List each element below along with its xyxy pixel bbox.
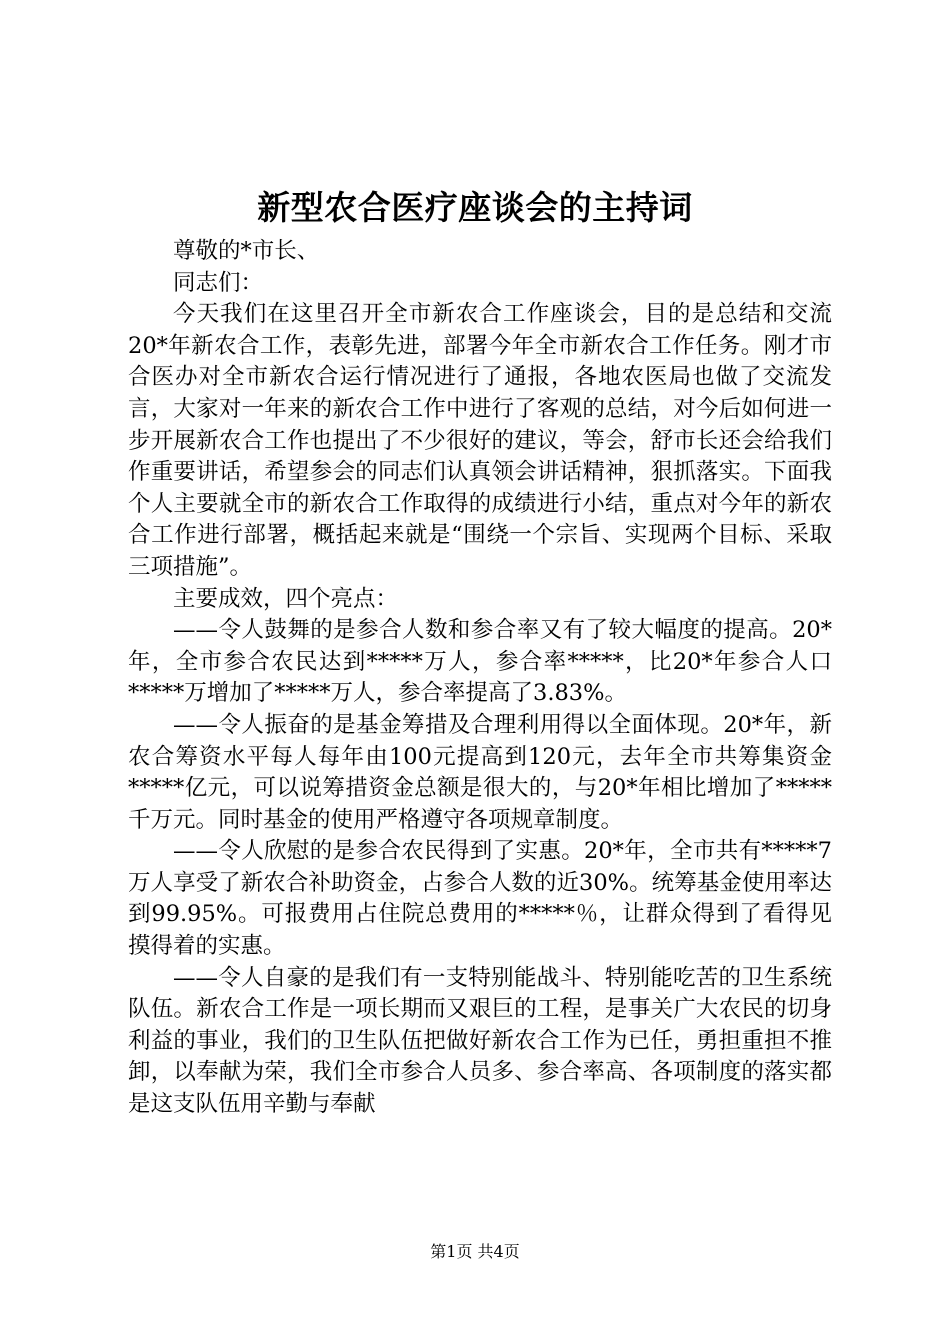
salutation-line: 尊敬的*市长、 xyxy=(173,238,320,264)
salutation-line: 同志们： xyxy=(173,269,264,296)
section-heading: 主要成效，四个亮点： xyxy=(173,585,399,612)
body-paragraph: 今天我们在这里召开全市新农合工作座谈会，目的是总结和交流20*年新农合工作，表彰先进，部署今年全市新农合工作任务。刚才市合医办对全市新农合运行情况进行了通报，各地农医局也做了交流发言，大家对一年来的新农合工作中进行了客观的总结，对今后如何进一步开展新农合工作也提出了不少很好的建议，等会，舒市长还会给我们作重要讲话，希望参会的同志们认真领会讲话精神，狠抓落实。下面我个人主要就全市的新农合工作取得的成绩进行小结，重点对今年的新农合工作进行部署，概括起来就是“围绕一个宗旨、实现两个目标、采取三项措施”。 xyxy=(128,301,832,580)
document-title: 新型农合医疗座谈会的主持词 xyxy=(257,188,693,227)
page-number-footer: 第1页 共4页 xyxy=(430,1242,520,1261)
body-paragraph: ——令人鼓舞的是参合人数和参合率又有了较大幅度的提高。20*年，全市参合农民达到*****万人，参合率*****，比20*年参合人口*****万增加了*****万人，参合率提高了3.83%。 xyxy=(128,617,832,707)
body-paragraph: ——令人欣慰的是参合农民得到了实惠。20*年，全市共有*****7万人享受了新农合补助资金，占参合人数的近30%。统筹基金使用率达到99.95%。可报费用占住院总费用的*****％，让群众得到了看得见摸得着的实惠。 xyxy=(128,838,832,960)
document-body xyxy=(128,236,832,1121)
body-paragraph: ——令人振奋的是基金筹措及合理利用得以全面体现。20*年，新农合筹资水平每人每年由100元提高到120元，去年全市共筹集资金*****亿元，可以说筹措资金总额是很大的，与20*年相比增加了*****千万元。同时基金的使用严格遵守各项规章制度。 xyxy=(128,711,832,833)
body-paragraph: ——令人自豪的是我们有一支特别能战斗、特别能吃苦的卫生系统队伍。新农合工作是一项长期而又艰巨的工程，是事关广大农民的切身利益的事业，我们的卫生队伍把做好新农合工作为已任，勇担重担不推卸，以奉献为荣，我们全市参合人员多、参合率高、各项制度的落实都是这支队伍用辛勤与奉献 xyxy=(128,964,832,1118)
